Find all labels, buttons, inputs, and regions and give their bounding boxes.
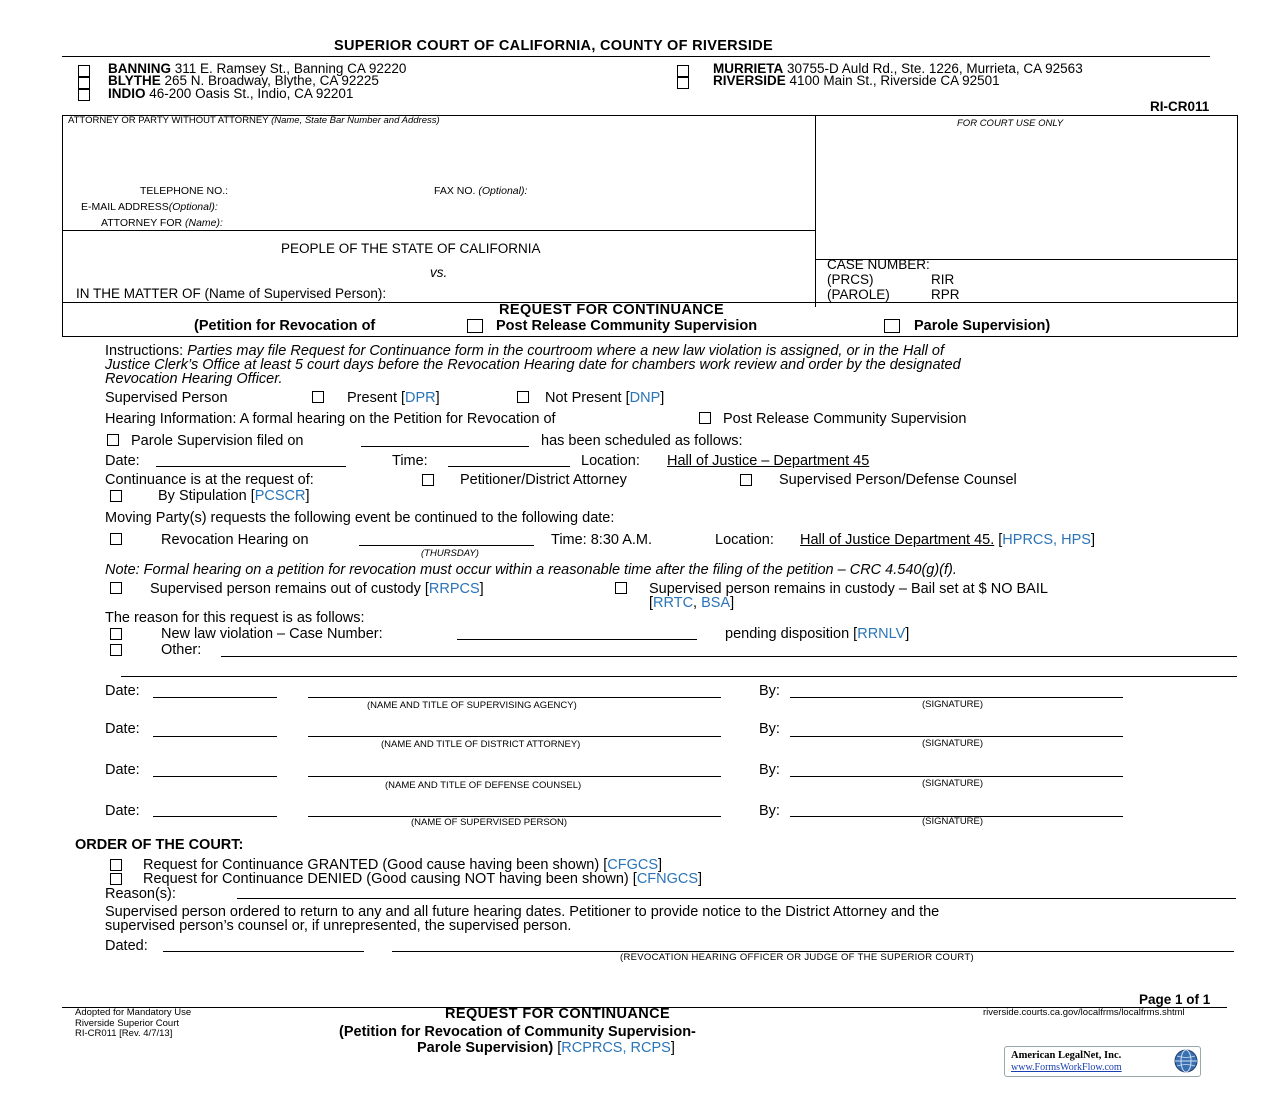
- scheduled-label: has been scheduled as follows:: [541, 433, 743, 449]
- defense-signature-field[interactable]: [790, 776, 1123, 777]
- ordered-line2: supervised person’s counsel or, if unrepresented, the supervised person.: [105, 918, 572, 934]
- ordered-line1: Supervised person ordered to return to any and all future hearing dates. Petitioner to provide notice to the District Attorney and the: [105, 904, 940, 920]
- instructions-line3: Revocation Hearing Officer.: [105, 371, 283, 387]
- sig-date-field-2[interactable]: [153, 736, 277, 737]
- fax-label: FAX NO. (Optional):: [434, 185, 528, 197]
- officer-caption: (REVOCATION HEARING OFFICER OR JUDGE OF THE SUPERIOR COURT): [620, 952, 974, 963]
- other-checkbox[interactable]: [110, 644, 122, 656]
- da-caption: (NAME AND TITLE OF DISTRICT ATTORNEY): [381, 739, 581, 750]
- footer-title-1: REQUEST FOR CONTINUANCE: [445, 1006, 671, 1022]
- hearing-prcs-option: Post Release Community Supervision: [723, 411, 967, 427]
- other-field[interactable]: [221, 656, 1237, 657]
- revocation-time: Time: 8:30 A.M.: [551, 532, 652, 548]
- hearing-date-label: Date:: [105, 453, 140, 469]
- agency-name-field[interactable]: [308, 697, 721, 698]
- hearing-prcs-checkbox[interactable]: [699, 412, 711, 424]
- defense-caption: (NAME AND TITLE OF DEFENSE COUNSEL): [385, 780, 582, 791]
- hearing-info-label: Hearing Information: A formal hearing on the Petition for Revocation of: [105, 411, 556, 427]
- court-use-label: FOR COURT USE ONLY: [957, 118, 1064, 129]
- da-signature-field[interactable]: [790, 736, 1123, 737]
- out-of-custody-option: Supervised person remains out of custody [RRPCS]: [150, 581, 484, 597]
- order-heading: ORDER OF THE COURT:: [75, 837, 244, 853]
- attorney-bottom-divider: [62, 230, 815, 231]
- sig-date-field-3[interactable]: [153, 776, 277, 777]
- sig-date-label-2: Date:: [105, 721, 140, 737]
- defense-option: Supervised Person/Defense Counsel: [779, 472, 1017, 488]
- sig-date-label-4: Date:: [105, 803, 140, 819]
- location-banning: BANNING 311 E. Ramsey St., Banning CA 92220: [108, 61, 407, 76]
- revocation-hearing-label: Revocation Hearing on: [161, 532, 309, 548]
- defense-checkbox[interactable]: [740, 474, 752, 486]
- logo-company: American LegalNet, Inc.: [1011, 1050, 1122, 1061]
- hearing-location-label: Location:: [581, 453, 640, 469]
- banning-checkbox[interactable]: [78, 65, 90, 77]
- hearing-time-field[interactable]: [448, 466, 570, 467]
- in-custody-option: Supervised person remains in custody – Bail set at $ NO BAIL: [649, 581, 1048, 597]
- granted-checkbox[interactable]: [110, 859, 122, 871]
- attorney-label: ATTORNEY OR PARTY WITHOUT ATTORNEY (Name, State Bar Number and Address): [68, 115, 440, 126]
- form-title: REQUEST FOR CONTINUANCE: [499, 302, 725, 318]
- parole-label: (PAROLE): [827, 287, 890, 302]
- sig-date-field-4[interactable]: [153, 816, 277, 817]
- form-number: RI-CR011: [1150, 99, 1210, 114]
- denied-checkbox[interactable]: [110, 873, 122, 885]
- page-number: Page 1 of 1: [1139, 992, 1211, 1007]
- sig-by-label-1: By:: [759, 683, 780, 699]
- sig-date-label-3: Date:: [105, 762, 140, 778]
- in-custody-codes: [RRTC, BSA]: [649, 595, 735, 611]
- thursday-hint: (THURSDAY): [421, 548, 479, 559]
- revocation-location-label: Location:: [715, 532, 774, 548]
- da-name-field[interactable]: [308, 736, 721, 737]
- moving-party-label: Moving Party(s) requests the following event be continued to the following date:: [105, 510, 615, 526]
- custody-note: Note: Formal hearing on a petition for revocation must occur within a reasonable time after the filing of the petition – CRC 4.540(g)(f).: [105, 562, 957, 578]
- signature-caption-4: (SIGNATURE): [922, 816, 984, 827]
- new-law-case-field[interactable]: [457, 639, 697, 640]
- new-law-label: New law violation – Case Number:: [161, 626, 383, 642]
- telephone-label: TELEPHONE NO.:: [140, 185, 229, 197]
- agency-signature-field[interactable]: [790, 697, 1123, 698]
- sig-by-label-4: By:: [759, 803, 780, 819]
- reasons-label: Reason(s):: [105, 886, 176, 902]
- hearing-parole-checkbox[interactable]: [107, 434, 119, 446]
- not-present-option: Not Present [DNP]: [545, 390, 665, 406]
- legalnet-logo: [1004, 1046, 1201, 1077]
- prcs-title-option: Post Release Community Supervision: [496, 318, 758, 334]
- sig-by-label-3: By:: [759, 762, 780, 778]
- new-law-checkbox[interactable]: [110, 628, 122, 640]
- case-number-label: CASE NUMBER:: [827, 257, 930, 272]
- defense-name-field[interactable]: [308, 776, 721, 777]
- riverside-checkbox[interactable]: [677, 77, 689, 89]
- present-option: Present [DPR]: [347, 390, 440, 406]
- prcs-title-checkbox[interactable]: [467, 319, 483, 333]
- instructions-line1: Instructions: Parties may file Request for Continuance form in the courtroom where a new law violation is assigned, or in the Hall of: [105, 343, 944, 359]
- hearing-location: Hall of Justice – Department 45: [667, 453, 870, 469]
- other-label: Other:: [161, 642, 202, 658]
- filed-on-field[interactable]: [361, 446, 529, 447]
- hearing-time-label: Time:: [392, 453, 428, 469]
- signature-caption-2: (SIGNATURE): [922, 738, 984, 749]
- signature-caption-3: (SIGNATURE): [922, 778, 984, 789]
- revocation-hearing-date-field[interactable]: [359, 545, 534, 546]
- denied-option: Request for Continuance DENIED (Good causing NOT having been shown) [CFNGCS]: [143, 871, 703, 887]
- sig-date-field-1[interactable]: [153, 697, 277, 698]
- out-of-custody-checkbox[interactable]: [110, 582, 122, 594]
- vs-label: vs.: [430, 265, 448, 280]
- reasons-field[interactable]: [237, 898, 1236, 899]
- petitioner-checkbox[interactable]: [422, 474, 434, 486]
- petition-prefix: (Petition for Revocation of: [194, 318, 376, 334]
- murrieta-checkbox[interactable]: [677, 65, 689, 77]
- prcs-label: (PRCS): [827, 272, 874, 287]
- revocation-hearing-checkbox[interactable]: [110, 533, 122, 545]
- header-divider: [62, 56, 1210, 57]
- revocation-location: Hall of Justice Department 45. [HPRCS, HPS]: [800, 532, 1095, 548]
- hearing-parole-option: Parole Supervision filed on: [131, 433, 304, 449]
- hearing-date-field[interactable]: [156, 466, 346, 467]
- adopted-block: Adopted for Mandatory Use Riverside Superior Court RI-CR011 [Rev. 4/7/13]: [75, 1007, 192, 1039]
- request-of-label: Continuance is at the request of:: [105, 472, 314, 488]
- prcs-code: RIR: [931, 272, 955, 287]
- indio-checkbox[interactable]: [78, 89, 90, 101]
- person-caption: (NAME OF SUPERVISED PERSON): [411, 817, 568, 828]
- sig-by-label-2: By:: [759, 721, 780, 737]
- parole-title-checkbox[interactable]: [884, 319, 900, 333]
- footer-title-2: (Petition for Revocation of Community Supervision-: [339, 1024, 696, 1040]
- sig-date-label-1: Date:: [105, 683, 140, 699]
- reason-label: The reason for this request is as follows:: [105, 610, 365, 626]
- present-checkbox[interactable]: [312, 391, 324, 403]
- instructions-line2: Justice Clerk’s Office at least 5 court days before the Revocation Hearing date for chambers work review and order by the designated: [105, 357, 961, 373]
- blythe-checkbox[interactable]: [78, 77, 90, 89]
- pending-disposition: pending disposition [RRNLV]: [725, 626, 910, 642]
- people-label: PEOPLE OF THE STATE OF CALIFORNIA: [281, 241, 541, 256]
- attorney-for-label: ATTORNEY FOR (Name):: [101, 217, 223, 229]
- footer-url[interactable]: riverside.courts.ca.gov/localfrms/localfrms.shtml: [983, 1007, 1185, 1018]
- stipulation-checkbox[interactable]: [110, 490, 122, 502]
- stipulation-option: By Stipulation [PCSCR]: [158, 488, 310, 504]
- caption-vertical-divider: [815, 115, 816, 307]
- agency-caption: (NAME AND TITLE OF SUPERVISING AGENCY): [367, 700, 577, 711]
- not-present-checkbox[interactable]: [517, 391, 529, 403]
- granted-option: Request for Continuance GRANTED (Good cause having been shown) [CFGCS]: [143, 857, 663, 873]
- matter-label: IN THE MATTER OF (Name of Supervised Person):: [76, 286, 387, 301]
- dated-label: Dated:: [105, 938, 148, 954]
- petitioner-option: Petitioner/District Attorney: [460, 472, 627, 488]
- court-title: SUPERIOR COURT OF CALIFORNIA, COUNTY OF RIVERSIDE: [334, 38, 773, 54]
- supervised-person-label: Supervised Person: [105, 390, 228, 406]
- dated-field[interactable]: [163, 951, 364, 952]
- in-custody-checkbox[interactable]: [615, 582, 627, 594]
- footer-title-3: Parole Supervision) [RCPRCS, RCPS]: [417, 1040, 675, 1056]
- email-label: E-MAIL ADDRESS(Optional):: [81, 201, 218, 213]
- signature-caption-1: (SIGNATURE): [922, 699, 984, 710]
- globe-icon: [1173, 1048, 1199, 1074]
- parole-code: RPR: [931, 287, 960, 302]
- location-indio: INDIO 46-200 Oasis St., Indio, CA 92201: [108, 86, 354, 101]
- other-field-2[interactable]: [121, 676, 1237, 677]
- parole-title-option: Parole Supervision): [914, 318, 1051, 334]
- location-murrieta: MURRIETA 30755-D Auld Rd., Ste. 1226, Murrieta, CA 92563: [713, 61, 1083, 76]
- location-blythe: BLYTHE 265 N. Broadway, Blythe, CA 92225: [108, 73, 379, 88]
- location-riverside: RIVERSIDE 4100 Main St., Riverside CA 92501: [713, 73, 1000, 88]
- logo-url[interactable]: www.FormsWorkFlow.com: [1011, 1062, 1122, 1073]
